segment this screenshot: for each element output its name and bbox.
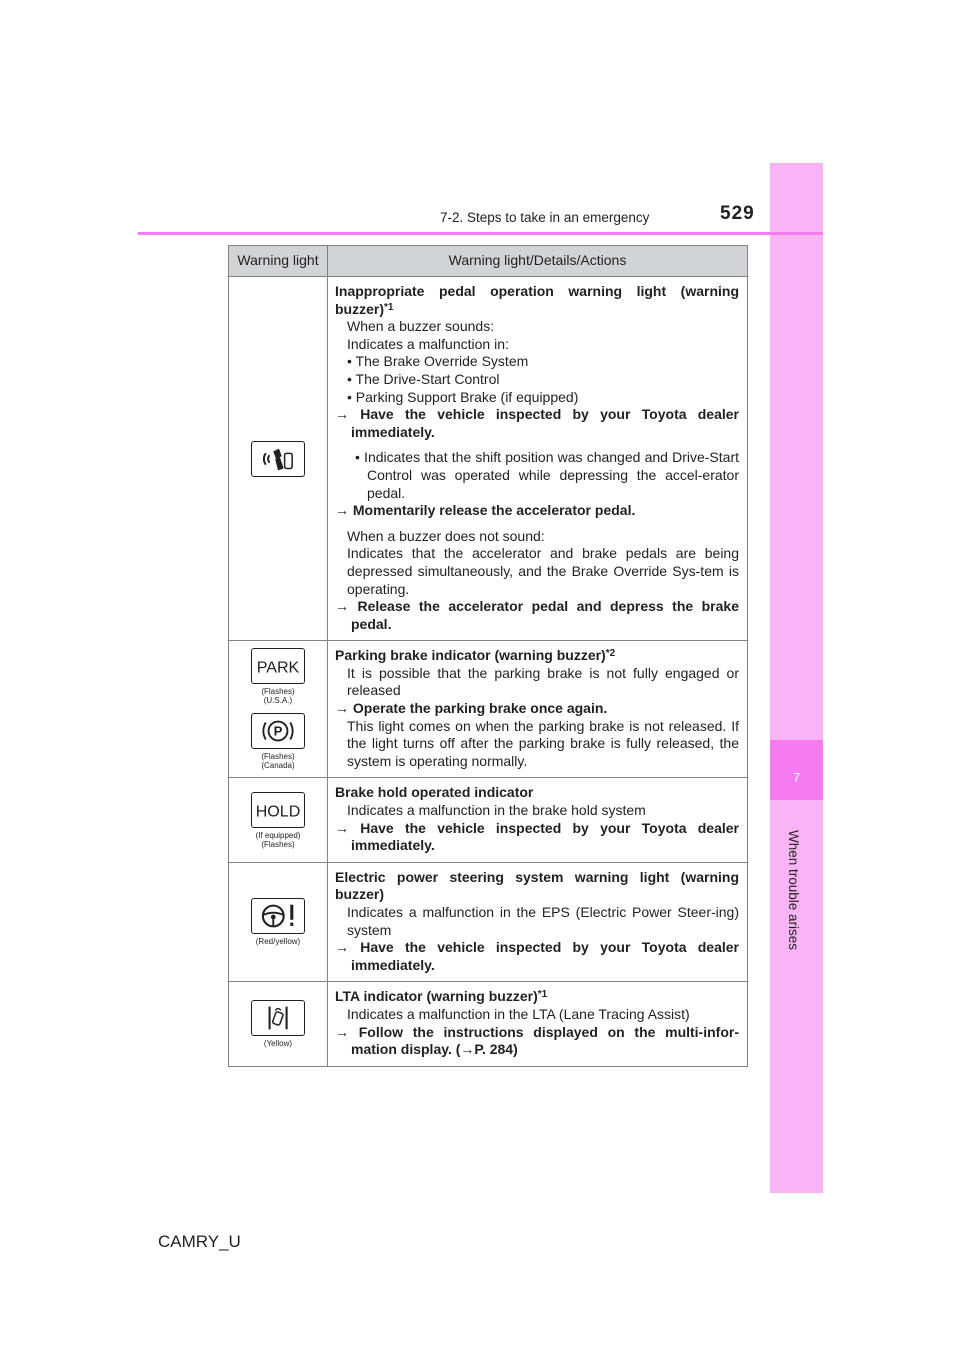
table-row <box>229 778 748 862</box>
text-line: Indicates that the accelerator and brake pedals are being depressed simultaneously, and the Brake Override Sys-tem is operating. <box>347 545 739 597</box>
row-title: Electric power steering system warning light (warning buzzer) <box>335 868 739 903</box>
action-item: → Operate the parking brake once again. <box>335 700 608 717</box>
icon-caption: (If equipped) (Flashes) <box>255 830 301 849</box>
chapter-label: When trouble arises <box>786 830 801 951</box>
row-title: LTA indicator (warning buzzer)$^{*1}$ <box>335 988 548 1005</box>
chapter-number: 7 <box>792 770 801 785</box>
text-line: Indicates a malfunction in: <box>347 335 509 352</box>
lta-icon <box>251 1000 305 1036</box>
bullet-item: • The Drive-Start Control <box>347 370 500 387</box>
park-icon <box>251 648 305 684</box>
hold-icon <box>251 792 305 828</box>
svg-text:HOLD: HOLD <box>255 802 301 821</box>
details-cell <box>328 982 748 1066</box>
icon-cell <box>229 277 328 641</box>
parking-brake-icon <box>251 713 305 749</box>
svg-text:P: P <box>273 724 283 740</box>
bullet-item: • Indicates that the shift position was changed and Drive-Start Control was operated while depressing the accel-erator pedal. <box>355 449 739 501</box>
row-title: Parking brake indicator (warning buzzer)$^{*2}$ <box>335 647 616 664</box>
details-cell <box>328 641 748 778</box>
text-line: Indicates a malfunction in the LTA (Lane Tracing Assist) <box>347 1005 690 1022</box>
chapter-tab <box>770 163 823 1193</box>
header-rule <box>138 232 823 235</box>
warning-light-table <box>228 245 748 1067</box>
details-cell <box>328 277 748 641</box>
icon-cell <box>229 982 328 1066</box>
action-item: → Momentarily release the accelerator pedal. <box>335 502 636 519</box>
row-title: Inappropriate pedal operation warning light (warning buzzer)$^{*1}$ <box>335 283 739 317</box>
bullet-item: • Parking Support Brake (if equipped) <box>347 388 579 405</box>
details-cell <box>328 778 748 862</box>
icon-caption: (Yellow) <box>263 1039 293 1049</box>
action-item: → Have the vehicle inspected by your Toyota dealer immediately. <box>335 819 739 854</box>
text-line: When a buzzer does not sound: <box>347 527 545 544</box>
icon-caption: (Red/yellow) <box>255 937 301 947</box>
column-header-details: Warning light/Details/Actions <box>328 246 748 277</box>
bullet-item: • The Brake Override System <box>347 353 529 370</box>
details-cell <box>328 862 748 982</box>
action-item: → Release the accelerator pedal and depress the brake pedal. <box>335 598 739 632</box>
icon-caption: (Flashes) (U.S.A.) <box>261 687 295 706</box>
action-item: → Follow the instructions displayed on the multi-infor-mation display. (→P. 284) <box>335 1023 739 1058</box>
table-row <box>229 641 748 778</box>
text-line: It is possible that the parking brake is not fully engaged or released <box>347 664 739 699</box>
action-item: → Have the vehicle inspected by your Toyota dealer immediately. <box>335 939 739 973</box>
text-line: This light comes on when the parking brake is not released. If the light turns off after the parking brake is fully released, the system is operating normally. <box>347 717 739 769</box>
text-line: Indicates a malfunction in the brake hold system <box>347 802 646 819</box>
icon-cell <box>229 778 328 862</box>
chapter-label-box <box>768 830 808 950</box>
icon-caption: (Flashes) (Canada) <box>261 752 295 771</box>
svg-text:PARK: PARK <box>256 658 300 677</box>
section-title: 7-2. Steps to take in an emergency <box>440 210 650 225</box>
table-row <box>229 277 748 641</box>
model-code: CAMRY_U <box>158 1232 241 1251</box>
page-number: 529 <box>720 203 755 224</box>
table-header-row <box>229 246 748 277</box>
row-title: Brake hold operated indicator <box>335 784 534 801</box>
pedal-warning-icon <box>251 441 305 477</box>
table-row <box>229 982 748 1066</box>
icon-cell <box>229 641 328 778</box>
steering-warning-icon <box>251 898 305 934</box>
table-row <box>229 862 748 982</box>
action-item: → Have the vehicle inspected by your Toyota dealer immediately. <box>335 406 739 440</box>
icon-cell <box>229 862 328 982</box>
text-line: When a buzzer sounds: <box>347 318 495 335</box>
column-header-warning-light: Warning light <box>229 246 328 277</box>
text-line: Indicates a malfunction in the EPS (Electric Power Steer-ing) system <box>347 904 739 938</box>
chapter-number-tab <box>770 740 823 800</box>
